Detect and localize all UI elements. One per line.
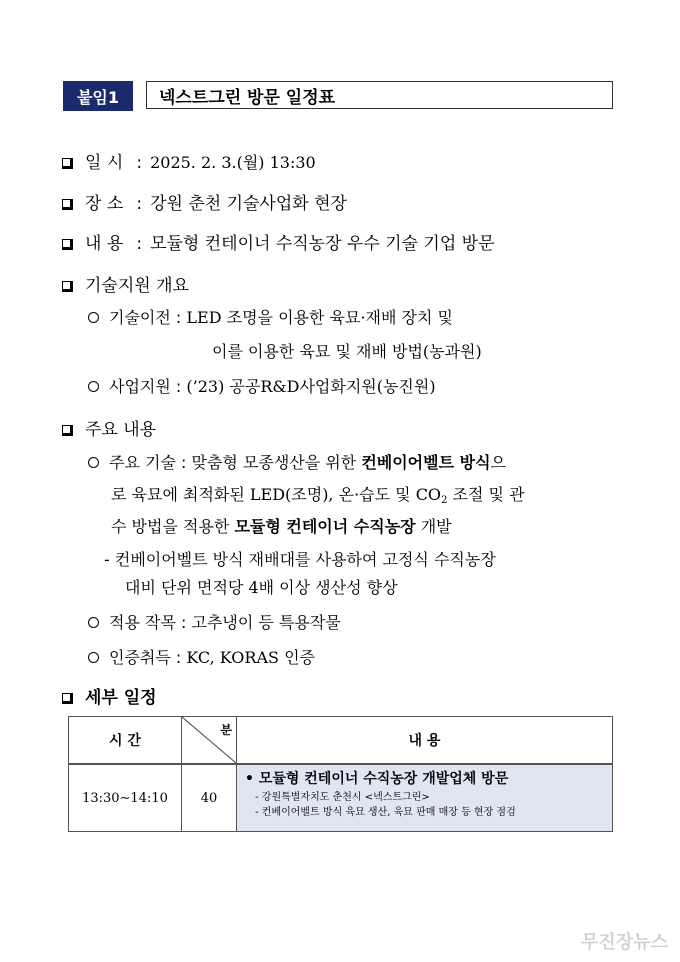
checkbox-square-icon	[62, 281, 73, 292]
col-time-header: 시 간	[69, 717, 182, 765]
row-time: 13:30∼14:10	[69, 764, 182, 832]
info-content: 내 용 : 모듈형 컨테이너 수직농장 우수 기술 기업 방문	[62, 229, 495, 254]
checkbox-square-icon	[62, 425, 73, 436]
row-minutes: 40	[182, 764, 237, 832]
circle-bullet-icon	[88, 617, 99, 628]
section-main-content: 주요 내용	[62, 415, 156, 440]
main-tech-line1: 주요 기술 : 맞춤형 모종생산을 위한 컨베이어벨트 방식으	[88, 450, 506, 473]
circle-bullet-icon	[88, 652, 99, 663]
project-support: 사업지원 : (’23) 공공R&D사업화지원(농진원)	[88, 374, 436, 397]
checkbox-square-icon	[62, 199, 73, 210]
col-minute-header: 분	[182, 717, 237, 765]
main-dash-line1: - 컨베이어벨트 방식 재배대를 사용하여 고정식 수직농장	[104, 550, 496, 569]
checkbox-square-icon	[62, 158, 73, 169]
schedule-table	[68, 716, 613, 832]
schedule-header-row	[69, 717, 613, 765]
main-dash-line2: 대비 단위 면적당 4배 이상 생산성 향상	[125, 578, 398, 597]
main-tech-line3: 수 방법을 적용한 모듈형 컨테이너 수직농장 개발	[111, 517, 452, 536]
section-tech-support: 기술지원 개요	[62, 271, 189, 296]
row-detail-2: - 컨베이어벨트 방식 육묘 생산, 육묘 판매 매장 등 현장 점검	[255, 807, 516, 818]
circle-bullet-icon	[88, 381, 99, 392]
tech-transfer-line2: 이를 이용한 육묘 및 재배 방법(농과원)	[212, 342, 482, 361]
page-title: 넥스트그린 방문 일정표	[146, 81, 613, 109]
table-row	[69, 764, 613, 832]
attachment-tag: 붙임1	[63, 81, 133, 111]
main-tech-line2: 로 육묘에 최적화된 LED(조명), 온·습도 및 $CO_2$ 조절 및 관	[111, 485, 525, 506]
row-title: • 모듈형 컨테이너 수직농장 개발업체 방문	[245, 771, 509, 787]
circle-bullet-icon	[88, 312, 99, 323]
checkbox-square-icon	[62, 693, 73, 704]
row-detail-1: - 강원특별자치도 춘천시 <넥스트그린>	[255, 792, 430, 803]
col-content-header: 내 용	[237, 717, 613, 765]
row-content	[237, 764, 613, 832]
main-cert: 인증취득 : KC, KORAS 인증	[88, 645, 315, 668]
info-date: 일 시 : 2025. 2. 3.(월) 13:30	[62, 148, 316, 173]
main-crops: 적용 작목 : 고추냉이 등 특용작물	[88, 610, 341, 633]
checkbox-square-icon	[62, 239, 73, 250]
circle-bullet-icon	[88, 457, 99, 468]
section-schedule: 세부 일정	[62, 683, 157, 708]
info-place: 장 소 : 강원 춘천 기술사업화 현장	[62, 189, 347, 214]
tech-transfer-line1: 기술이전 : LED 조명을 이용한 육묘·재배 장치 및	[88, 305, 453, 328]
watermark-logo: 무진장뉴스	[581, 932, 668, 953]
